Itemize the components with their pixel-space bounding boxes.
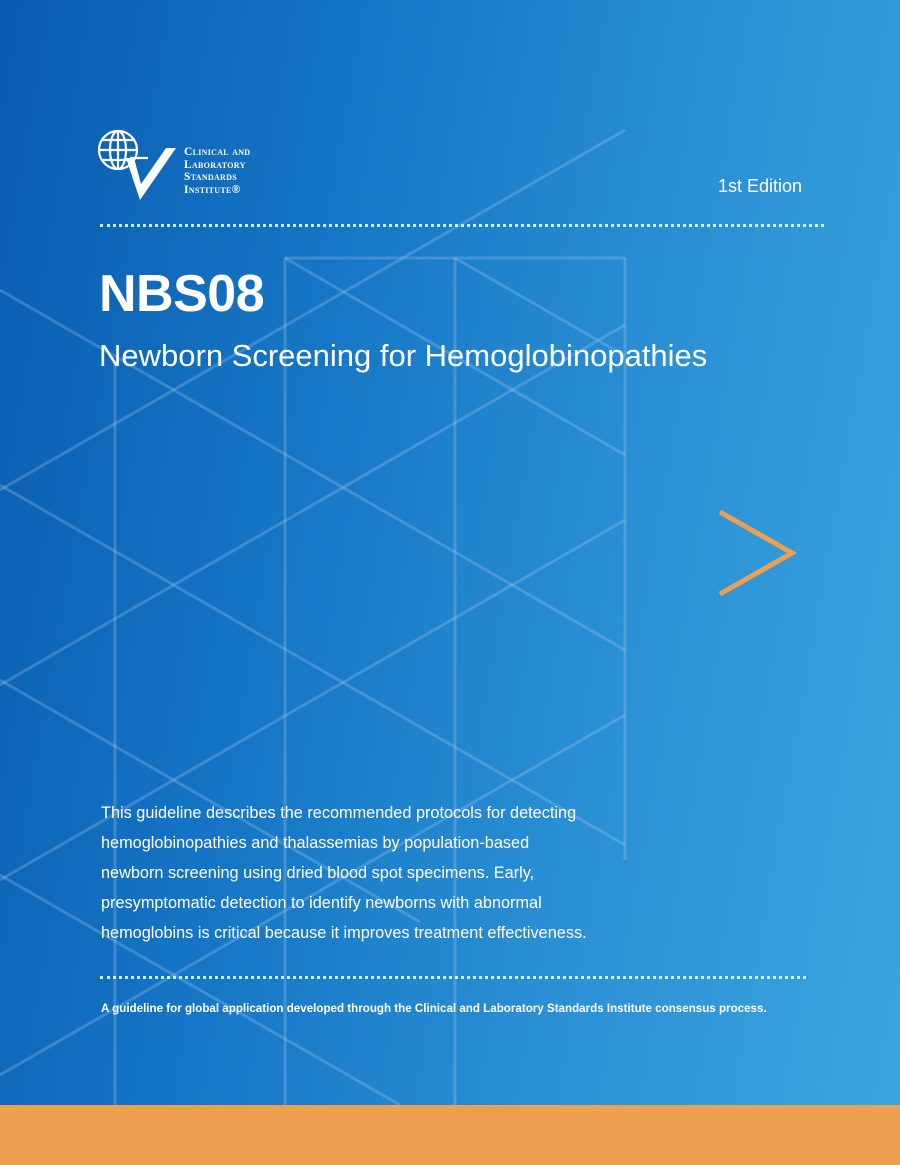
consensus-tagline: A guideline for global application developed through the Clinical and Laboratory Standards Institute consensus process. <box>101 1002 767 1015</box>
top-divider <box>100 224 824 227</box>
edition-label: 1st Edition <box>717 176 802 196</box>
document-code: NBS08 <box>99 265 265 323</box>
organization-name-line: Standards <box>184 171 237 183</box>
organization-name-line: Laboratory <box>184 158 246 171</box>
organization-name-line: Institute® <box>184 183 241 196</box>
chevron-right-icon <box>712 508 802 604</box>
footer-band <box>0 1105 900 1165</box>
bottom-divider <box>100 976 806 979</box>
organization-name-line: Clinical and <box>184 146 251 158</box>
document-description: This guideline describes the recommended protocols for detecting hemoglobinopathies and thalassemias by population-based newborn screening using dried blood spot specimens. Early, presymptomatic detection to identify newborns with abnormal hemoglobins is critical because it improves treatment effectiveness. <box>101 804 587 942</box>
globe-check-logo-icon <box>96 126 180 204</box>
document-title: Newborn Screening for Hemoglobinopathies <box>99 338 708 373</box>
cls-logo <box>96 126 286 204</box>
organization-name <box>184 146 250 196</box>
